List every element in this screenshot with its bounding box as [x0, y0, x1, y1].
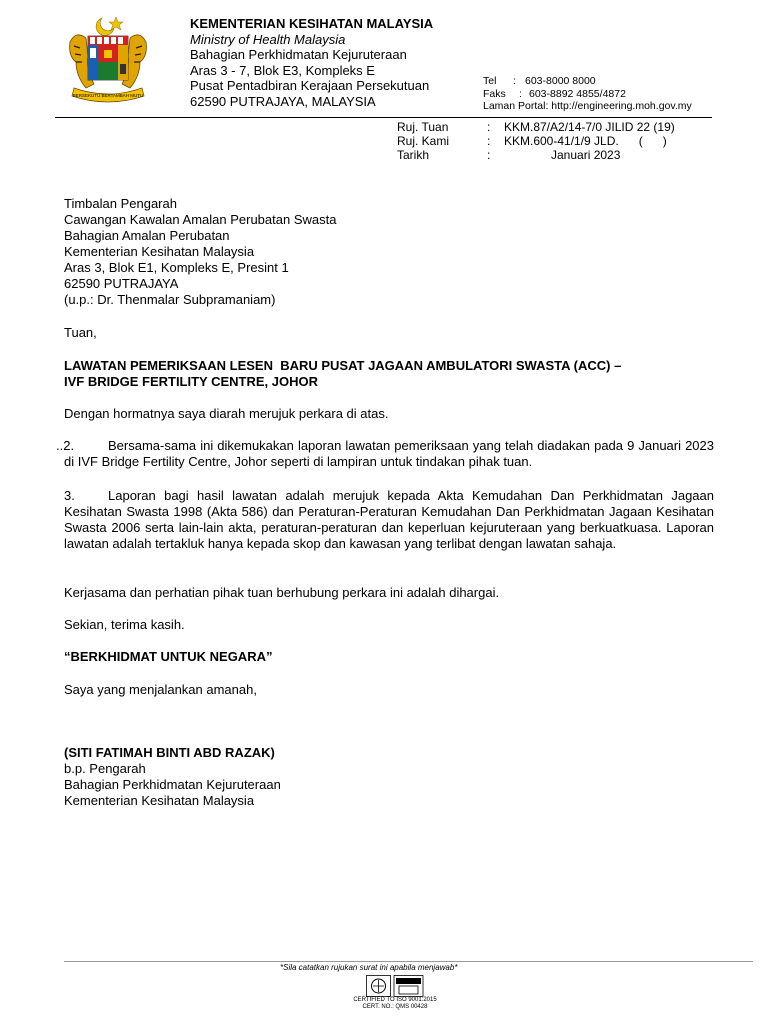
recipient-address: [64, 196, 484, 308]
recipient-line: Cawangan Kawalan Amalan Perubatan Swasta: [64, 212, 337, 227]
motto: “BERKHIDMAT UNTUK NEGARA”: [64, 649, 273, 664]
recipient-line: 62590 PUTRAJAYA: [64, 276, 179, 291]
fax-value: 603-8892 4855/4872: [529, 87, 626, 100]
ministry-name: KEMENTERIAN KESIHATAN MALAYSIA: [190, 16, 434, 31]
ref-row-tarikh: [397, 149, 717, 162]
subject-heading: [64, 358, 724, 390]
recipient-line: (u.p.: Dr. Thenmalar Subpramaniam): [64, 292, 276, 307]
cert-line-2: CERT. NO.: QMS 00428: [362, 1004, 428, 1010]
signatory-name: (SITI FATIMAH BINTI ABD RAZAK): [64, 745, 275, 760]
ref-row-tuan: [397, 121, 717, 134]
tel-row: Tel : 603-8000 8000: [483, 75, 596, 87]
ref-label: Ruj. Kami: [397, 134, 450, 148]
letterhead: [190, 16, 480, 109]
certification-text: [330, 997, 460, 1011]
paragraph-3: [64, 488, 714, 552]
contact-block: [483, 75, 723, 113]
paragraph-intro: Dengan hormatnya saya diarah merujuk perkara di atas.: [64, 406, 389, 421]
iso-cert-logo: [366, 975, 424, 997]
signatory-role: b.p. Pengarah: [64, 761, 146, 776]
paragraph-2-text: Bersama-sama ini dikemukakan laporan lawatan pemeriksaan yang telah diadakan pada 9 Januari 2023 di IVF Bridge Fertility Centre, Johor seperti di lampiran untuk tindakan pihak tuan.: [64, 438, 714, 469]
ref-value: Januari 2023: [551, 148, 621, 162]
recipient-line: Timbalan Pengarah: [64, 196, 177, 211]
address-line-1: Aras 3 - 7, Blok E3, Kompleks E: [190, 62, 375, 78]
cert-line-1: CERTIFIED TO ISO 9001:2015: [353, 997, 437, 1003]
fax-label: Faks: [483, 87, 506, 100]
division-name: Bahagian Perkhidmatan Kejuruteraan: [190, 47, 407, 62]
salutation: Tuan,: [64, 325, 97, 340]
subject-line-1: LAWATAN PEMERIKSAAN LESEN BARU PUSAT JAGAAN AMBULATORI SWASTA (ACC) –: [64, 358, 622, 373]
tel-label: Tel: [483, 75, 497, 87]
tel-value: 603-8000 8000: [525, 75, 596, 87]
ministry-name-en: Ministry of Health Malaysia: [190, 31, 346, 47]
ref-label: Ruj. Tuan: [397, 120, 449, 134]
ref-sep: :: [487, 120, 491, 134]
signatory-ministry: Kementerian Kesihatan Malaysia: [64, 793, 255, 808]
paragraph-closing: Sekian, terima kasih.: [64, 617, 185, 632]
coat-of-arms-logo: [66, 14, 150, 106]
paragraph-2: [56, 438, 714, 470]
ref-row-kami: [397, 135, 717, 148]
paragraph-thanks: Kerjasama dan perhatian pihak tuan berhubung perkara ini adalah dihargai.: [64, 585, 500, 600]
recipient-line: Bahagian Amalan Perubatan: [64, 228, 230, 243]
reference-block: [397, 121, 717, 165]
trust-line: Saya yang menjalankan amanah,: [64, 682, 257, 697]
header-divider: [55, 117, 712, 118]
address-line-3: 62590 PUTRAJAYA, MALAYSIA: [190, 93, 376, 109]
subject-line-2: IVF BRIDGE FERTILITY CENTRE, JOHOR: [64, 374, 319, 389]
portal-link: Laman Portal: http://engineering.moh.gov.my: [483, 100, 692, 112]
recipient-line: Aras 3, Blok E1, Kompleks E, Presint 1: [64, 260, 289, 275]
ref-sep: :: [487, 148, 491, 162]
ref-sep: :: [487, 134, 491, 148]
recipient-line: Kementerian Kesihatan Malaysia: [64, 244, 255, 259]
footer-divider: [64, 961, 753, 962]
paragraph-2-number: ..2.: [56, 438, 75, 453]
signatory-division: Bahagian Perkhidmatan Kejuruteraan: [64, 777, 281, 792]
ref-value: KKM.87/A2/14-7/0 JILID 22 (19): [504, 120, 675, 134]
crest-motto-text: BERSEKUTU BERTAMBAH MUTU: [72, 93, 144, 98]
paragraph-3-text: Laporan bagi hasil lawatan adalah merujuk kepada Akta Kemudahan Dan Perkhidmatan Jagaan Kesihatan Swasta 1998 (Akta 586) dan Peraturan-Peraturan Kemudahan Dan Perkhidmatan Jagaan Kesihatan Swasta 2006 serta lain-lain akta, peraturan-peraturan dan keperluan kejuruteraan yang berkuatkuasa. Laporan lawatan adalah tertakluk hanya kepada skop dan kawasan yang terlibat dengan lawatan sahaja.: [64, 488, 714, 551]
signature-block: [64, 745, 484, 809]
address-line-2: Pusat Pentadbiran Kerajaan Persekutuan: [190, 78, 430, 93]
ref-value: KKM.600-41/1/9 JLD. ( ): [504, 134, 667, 148]
paragraph-3-number: 3.: [64, 488, 75, 503]
ref-label: Tarikh: [397, 148, 430, 162]
fax-row: Faks : 603-8892 4855/4872: [483, 87, 626, 100]
footer-note: *Sila catatkan rujukan surat ini apabila menjawab*: [280, 963, 458, 972]
